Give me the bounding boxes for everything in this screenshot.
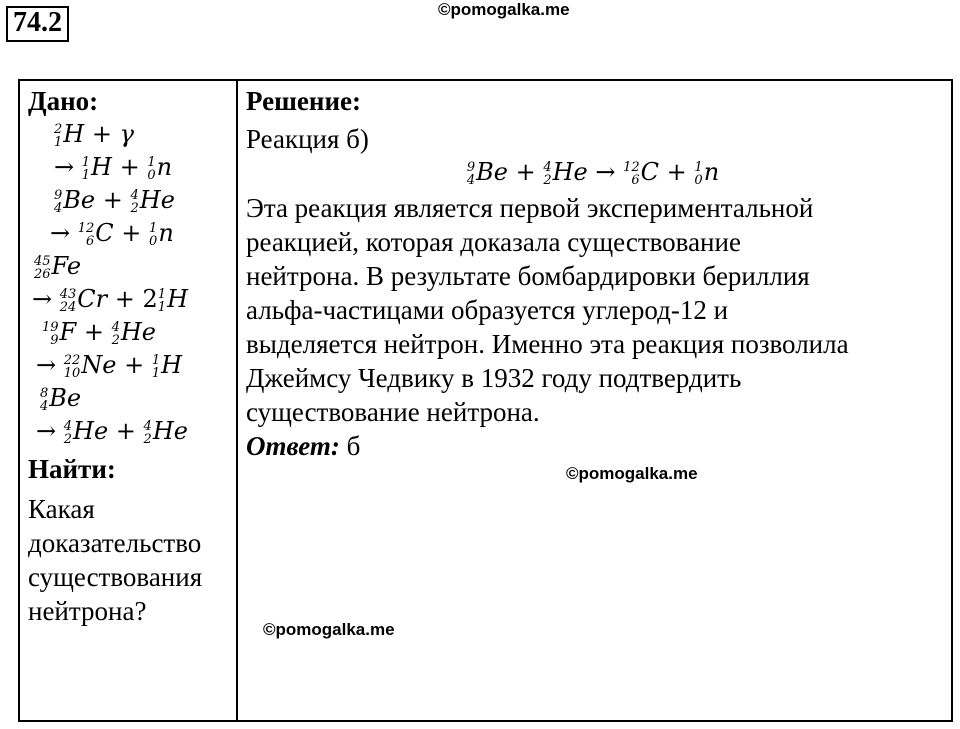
watermark: ©pomogalka.me: [263, 620, 395, 639]
isotope-numbers: 1 1: [151, 352, 161, 381]
solution-column: [246, 84, 946, 463]
solution-text-line: альфа-частицами образуется углерод-12 и: [246, 295, 729, 325]
given-reaction-4: 19 9 F + 4 2 He: [42, 318, 156, 348]
isotope-numbers: 1 1: [157, 286, 167, 315]
isotope-numbers: 45 26: [34, 253, 51, 282]
isotope-numbers: 9 4: [466, 159, 476, 188]
given-reaction-1: 2 1 H + γ: [54, 120, 134, 150]
isotope-numbers: 1 0: [694, 159, 703, 188]
given-reaction-1-products: → 1 1 H + 1 0 n: [54, 153, 173, 183]
answer-value: б: [339, 431, 361, 461]
isotope-numbers: 22 10: [63, 352, 81, 381]
find-header: Найти:: [28, 454, 116, 484]
isotope-numbers: 4 2: [543, 159, 552, 188]
isotope-numbers: 19 9: [42, 319, 59, 348]
isotope-numbers: 9 4: [54, 187, 63, 216]
solution-text-line: выделяется нейтрон. Именно эта реакция позволила: [246, 329, 849, 359]
given-header: Дано:: [28, 86, 99, 116]
watermark: ©pomogalka.me: [438, 0, 570, 19]
isotope-numbers: 1 0: [147, 154, 156, 183]
isotope-numbers: 4 2: [63, 418, 73, 447]
isotope-numbers: 1 0: [149, 220, 158, 249]
given-column: [28, 84, 233, 628]
given-reaction-2: 9 4 Be + 4 2 He: [54, 186, 175, 216]
problem-number: 74.2: [6, 6, 69, 42]
given-reaction-3: 45 26 Fe: [34, 252, 82, 282]
reaction-label: Реакция б): [246, 124, 369, 154]
isotope-numbers: 2 1: [54, 121, 63, 150]
find-text-line: нейтрона?: [28, 596, 147, 626]
find-text-line: существования: [28, 562, 203, 592]
find-text-line: Какая: [28, 494, 95, 524]
answer-label: Ответ:: [246, 431, 340, 461]
isotope-numbers: 12 6: [77, 220, 95, 249]
isotope-numbers: 12 6: [623, 159, 640, 188]
given-reaction-2-products: → 12 6 C + 1 0 n: [50, 219, 174, 249]
watermark: ©pomogalka.me: [566, 464, 698, 483]
find-text-line: доказательство: [28, 528, 202, 558]
answer: [246, 429, 946, 463]
isotope-numbers: 1 1: [81, 154, 91, 183]
given-reaction-3-products: → 43 24 Cr + 2 1 1 H: [32, 285, 189, 315]
find-text: [28, 492, 233, 628]
isotope-numbers: 4 2: [111, 319, 120, 348]
given-reaction-5-products: → 4 2 He + 4 2 He: [36, 417, 188, 447]
given-reaction-5: 8 4 Be: [40, 384, 82, 414]
isotope-numbers: 4 2: [143, 418, 152, 447]
solution-text-line: существование нейтрона.: [246, 397, 540, 427]
isotope-numbers: 8 4: [40, 385, 49, 414]
solution-text-line: Джеймсу Чедвику в 1932 году подтвердить: [246, 363, 742, 393]
isotope-numbers: 4 2: [130, 187, 139, 216]
solution-text-line: реакцией, которая доказала существование: [246, 227, 741, 257]
isotope-numbers: 43 24: [59, 286, 77, 315]
solution-reaction: 9 4 Be + 4 2 He → 12 6 C + 1 0 n: [466, 158, 720, 188]
solution-text-line: Эта реакция является первой экспериментальной: [246, 193, 814, 223]
given-reaction-4-products: → 22 10 Ne + 1 1 H: [36, 351, 183, 381]
solution-text-line: нейтрона. В результате бомбардировки бериллия: [246, 261, 810, 291]
column-divider: [236, 79, 238, 722]
solution-text: [246, 191, 946, 429]
solution-header: Решение:: [246, 86, 361, 116]
